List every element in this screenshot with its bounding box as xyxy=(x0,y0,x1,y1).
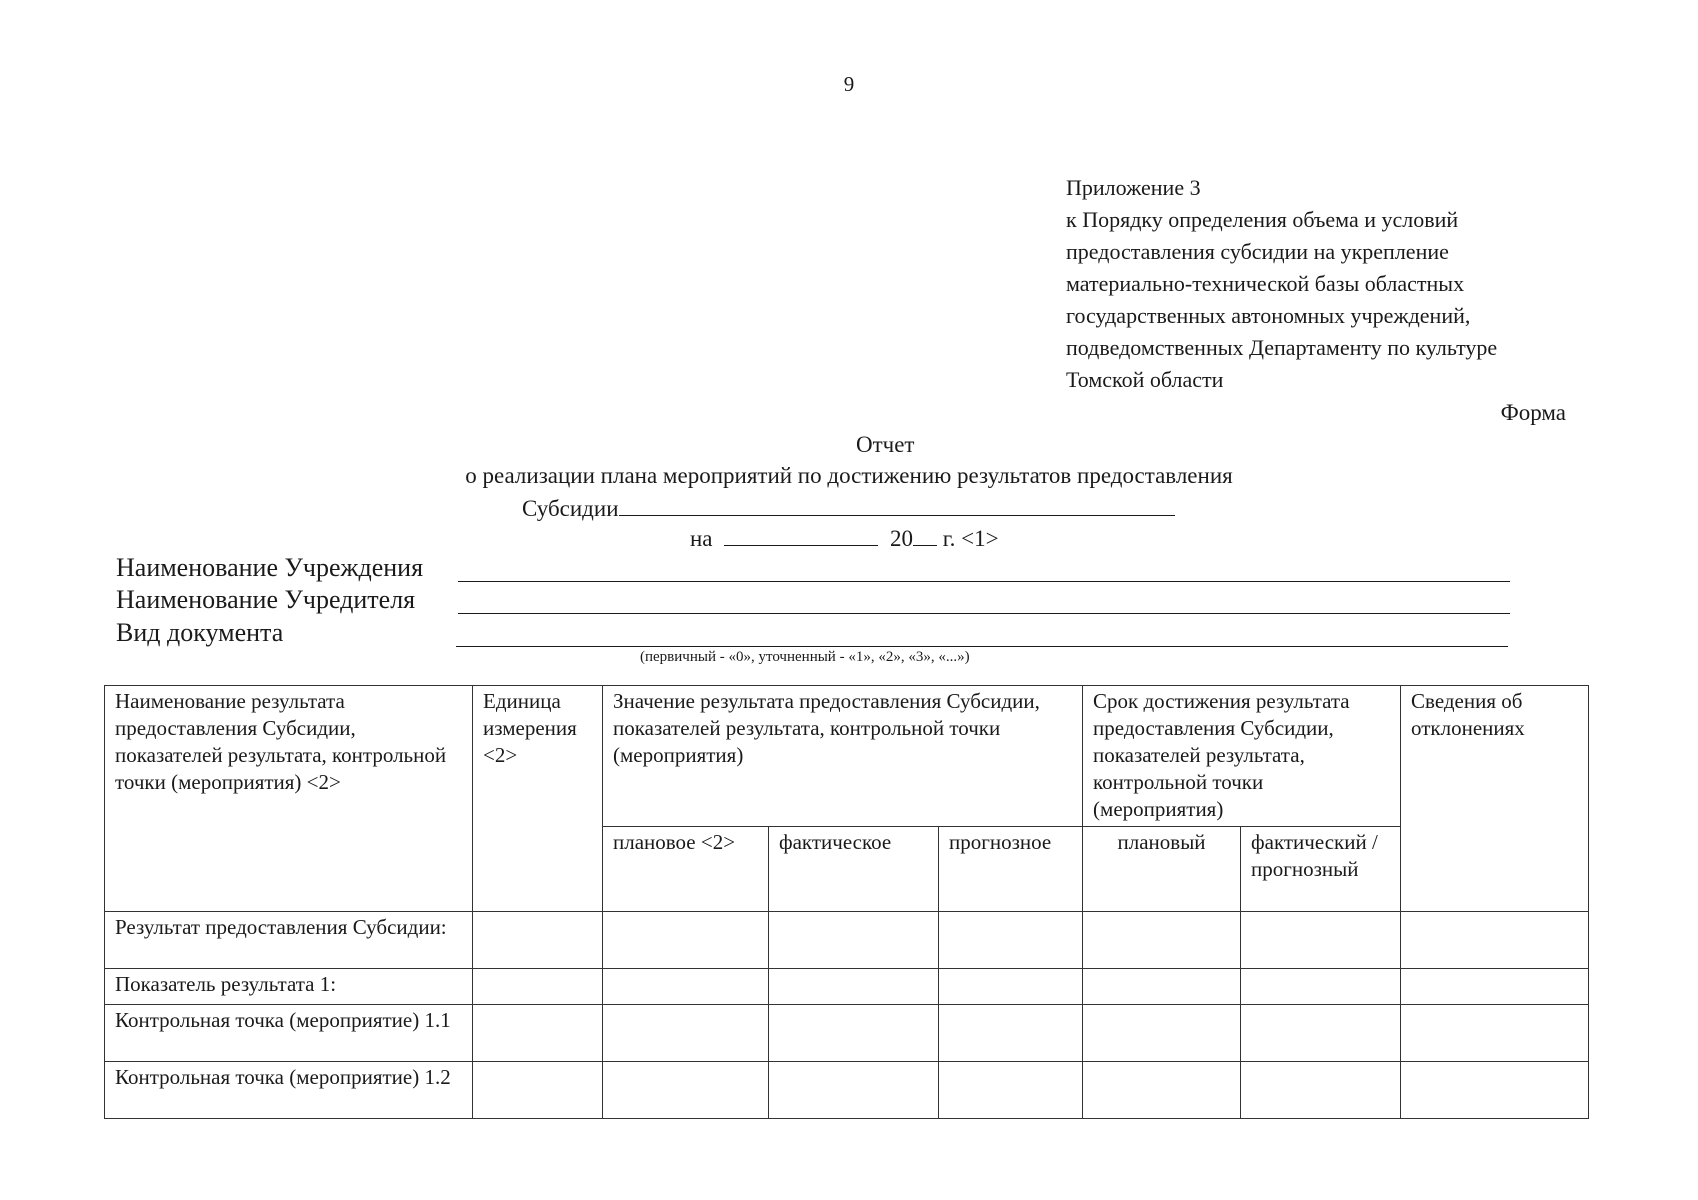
institution-label: Наименование Учреждения xyxy=(116,553,424,582)
table-cell[interactable] xyxy=(1401,912,1589,969)
header-unit: Единица измерения <2> xyxy=(473,686,603,912)
table-cell[interactable] xyxy=(1241,969,1401,1005)
header-term: Срок достижения результата предоставления Субсидии, показателей результата, контрольной точки (мероприятия) xyxy=(1083,686,1401,827)
appendix-line: предоставления субсидии на укрепление xyxy=(1066,239,1449,264)
header-value: Значение результата предоставления Субсидии, показателей результата, контрольной точки (мероприятия) xyxy=(603,686,1083,827)
table-cell[interactable] xyxy=(603,1005,769,1062)
appendix-line: подведомственных Департаменту по культуре xyxy=(1066,335,1498,360)
table-cell[interactable] xyxy=(1083,1062,1241,1119)
table-cell[interactable] xyxy=(473,1005,603,1062)
subheader-planned-value: плановое <2> xyxy=(603,827,769,912)
table-cell[interactable] xyxy=(1241,1005,1401,1062)
report-table xyxy=(104,685,1589,1119)
date-suffix: г. <1> xyxy=(942,526,999,551)
appendix-line: к Порядку определения объема и условий xyxy=(1066,207,1459,232)
table-cell[interactable] xyxy=(1083,912,1241,969)
table-cell[interactable] xyxy=(1401,1005,1589,1062)
table-cell[interactable] xyxy=(473,1062,603,1119)
subsidy-line xyxy=(522,493,1175,522)
year-blank[interactable] xyxy=(913,523,937,546)
table-cell[interactable] xyxy=(473,969,603,1005)
appendix-block xyxy=(1066,172,1497,396)
subheader-forecast-value: прогнозное xyxy=(939,827,1083,912)
date-prefix: на xyxy=(690,526,713,551)
header-name: Наименование результата предоставления Субсидии, показателей результата, контрольной точки (мероприятия) <2> xyxy=(105,686,473,912)
doc-type-blank[interactable] xyxy=(456,645,1508,647)
table-cell[interactable] xyxy=(769,1062,939,1119)
header-deviation: Сведения об отклонениях xyxy=(1401,686,1589,912)
page-number: 9 xyxy=(843,72,855,96)
table-cell[interactable] xyxy=(1401,969,1589,1005)
table-cell[interactable] xyxy=(939,969,1083,1005)
founder-blank[interactable] xyxy=(458,612,1510,614)
form-label: Форма xyxy=(1500,400,1566,425)
table-cell[interactable] xyxy=(939,912,1083,969)
report-subtitle: о реализации плана мероприятий по достижению результатов предоставления xyxy=(465,463,1233,488)
row-label: Показатель результата 1: xyxy=(105,969,473,1005)
appendix-line: Томской области xyxy=(1066,367,1224,392)
appendix-line: Приложение 3 xyxy=(1066,175,1201,200)
table-cell[interactable] xyxy=(769,1005,939,1062)
table-cell[interactable] xyxy=(473,912,603,969)
table-row xyxy=(105,912,1589,969)
subheader-actual-term: фактический / прогнозный xyxy=(1241,827,1401,912)
table-cell[interactable] xyxy=(769,969,939,1005)
institution-blank[interactable] xyxy=(458,580,1510,582)
row-label-text: Результат предоставления Субсидии: xyxy=(115,915,447,939)
row-label xyxy=(105,912,473,969)
table-cell[interactable] xyxy=(603,912,769,969)
date-blank[interactable] xyxy=(724,523,878,546)
table-cell[interactable] xyxy=(939,1062,1083,1119)
appendix-line: государственных автономных учреждений, xyxy=(1066,303,1471,328)
doc-type-hint: (первичный - «0», уточненный - «1», «2», «3», «...») xyxy=(640,649,970,665)
table-row xyxy=(105,1062,1589,1119)
table-cell[interactable] xyxy=(1241,912,1401,969)
doc-type-label: Вид документа xyxy=(116,618,284,647)
table-cell[interactable] xyxy=(1401,1062,1589,1119)
date-line xyxy=(690,523,999,552)
subheader-planned-term: плановый xyxy=(1083,827,1241,912)
table-cell[interactable] xyxy=(603,1062,769,1119)
row-label-text: Контрольная точка (мероприятие) 1.2 xyxy=(115,1065,451,1089)
table-row xyxy=(105,1005,1589,1062)
subheader-actual-value: фактическое xyxy=(769,827,939,912)
table-cell[interactable] xyxy=(769,912,939,969)
row-label xyxy=(105,1005,473,1062)
report-title: Отчет xyxy=(856,432,915,457)
table-cell[interactable] xyxy=(1083,1005,1241,1062)
subsidy-label: Субсидии xyxy=(522,496,619,521)
table-cell[interactable] xyxy=(1241,1062,1401,1119)
table-row xyxy=(105,969,1589,1005)
appendix-line: материально-технической базы областных xyxy=(1066,271,1465,296)
year-prefix: 20 xyxy=(890,526,914,551)
table-cell[interactable] xyxy=(939,1005,1083,1062)
founder-label: Наименование Учредителя xyxy=(116,585,416,614)
table-cell[interactable] xyxy=(603,969,769,1005)
table-cell[interactable] xyxy=(1083,969,1241,1005)
row-label xyxy=(105,1062,473,1119)
subsidy-blank[interactable] xyxy=(619,493,1175,516)
row-label-text: Контрольная точка (мероприятие) 1.1 xyxy=(115,1008,451,1032)
